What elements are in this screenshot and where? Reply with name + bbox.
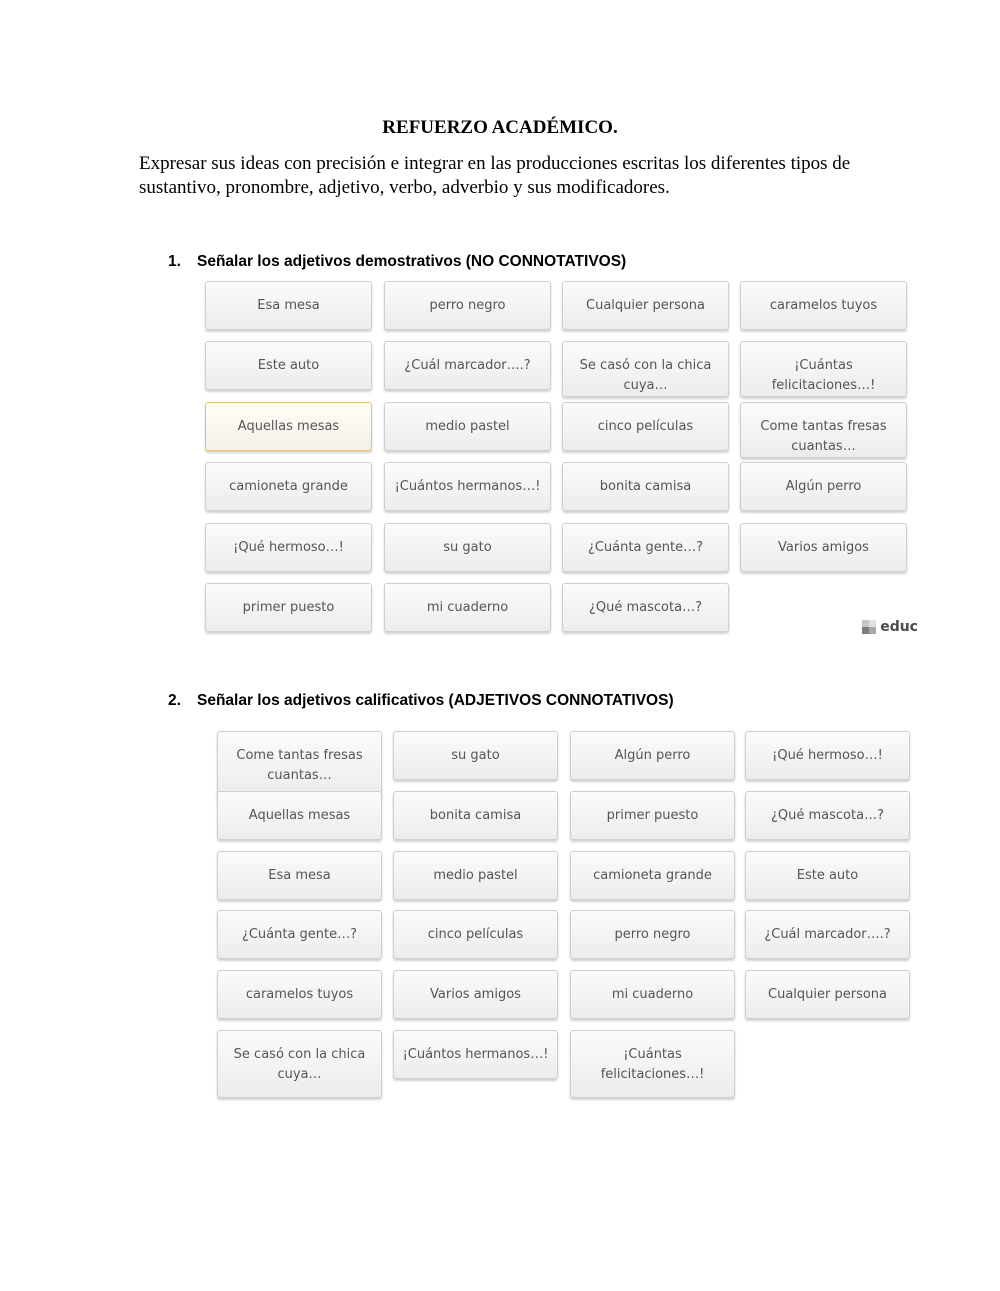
answer-tile[interactable]: Varios amigos [393, 970, 558, 1019]
answer-tile[interactable]: ¿Cuánta gente…? [562, 523, 729, 572]
answer-tile[interactable]: mi cuaderno [384, 583, 551, 632]
question-2-text: Señalar los adjetivos calificativos (ADJETIVOS CONNOTATIVOS) [197, 692, 674, 709]
answer-tile[interactable]: camioneta grande [570, 851, 735, 900]
answer-tile[interactable]: ¡Cuántos hermanos…! [384, 462, 551, 511]
answer-tile[interactable]: Este auto [745, 851, 910, 900]
question-2-number: 2. [168, 692, 181, 709]
answer-tile[interactable]: primer puesto [205, 583, 372, 632]
answer-tile[interactable]: Cualquier persona [745, 970, 910, 1019]
answer-tile[interactable]: Este auto [205, 341, 372, 390]
answer-tile[interactable]: camioneta grande [205, 462, 372, 511]
answer-tile[interactable]: Cualquier persona [562, 281, 729, 330]
answer-tile[interactable]: Esa mesa [205, 281, 372, 330]
answer-tile[interactable]: Se casó con la chica cuya… [217, 1030, 382, 1098]
answer-tile[interactable]: su gato [393, 731, 558, 780]
answer-tile[interactable]: medio pastel [384, 402, 551, 451]
answer-tile[interactable]: ¿Qué mascota…? [745, 791, 910, 840]
answer-tile[interactable]: caramelos tuyos [740, 281, 907, 330]
brand-name: educ [880, 619, 918, 635]
brand-watermark [862, 615, 918, 639]
answer-tile[interactable]: cinco películas [562, 402, 729, 451]
question-1-heading [168, 253, 626, 271]
document-intro: Expresar sus ideas con precisión e integrar en las producciones escritas los diferentes tipos de sustantivo, pronombre, adjetivo, verbo, adverbio y sus modificadores. [139, 153, 851, 198]
answer-tile[interactable]: ¿Cuánta gente…? [217, 910, 382, 959]
answer-tile[interactable]: Come tantas fresas cuantas… [217, 731, 382, 799]
answer-tile[interactable]: ¿Qué mascota…? [562, 583, 729, 632]
answer-tile[interactable]: caramelos tuyos [217, 970, 382, 1019]
question-1-text: Señalar los adjetivos demostrativos (NO CONNOTATIVOS) [197, 253, 627, 270]
answer-tile[interactable]: Esa mesa [217, 851, 382, 900]
question-2-heading [168, 692, 674, 710]
answer-tile[interactable]: Se casó con la chica cuya… [562, 341, 729, 397]
answer-tile[interactable]: ¿Cuál marcador….? [384, 341, 551, 390]
brand-logo-icon [862, 620, 875, 634]
answer-tile[interactable]: Algún perro [570, 731, 735, 780]
question-1-number: 1. [168, 253, 181, 270]
answer-tile[interactable]: Algún perro [740, 462, 907, 511]
answer-tile[interactable]: cinco películas [393, 910, 558, 959]
answer-tile[interactable]: perro negro [570, 910, 735, 959]
answer-tile[interactable]: bonita camisa [562, 462, 729, 511]
answer-tile[interactable]: ¡Cuántos hermanos…! [393, 1030, 558, 1079]
answer-tile[interactable]: Aquellas mesas [205, 402, 372, 451]
answer-tile[interactable]: Varios amigos [740, 523, 907, 572]
answer-tile[interactable]: perro negro [384, 281, 551, 330]
answer-tile[interactable]: Come tantas fresas cuantas… [740, 402, 907, 458]
answer-tile[interactable]: medio pastel [393, 851, 558, 900]
answer-tile[interactable]: primer puesto [570, 791, 735, 840]
answer-tile[interactable]: ¡Cuántas felicitaciones…! [740, 341, 907, 397]
answer-tile[interactable]: ¿Cuál marcador….? [745, 910, 910, 959]
answer-tile[interactable]: Aquellas mesas [217, 791, 382, 840]
answer-tile[interactable]: mi cuaderno [570, 970, 735, 1019]
answer-tile[interactable]: ¡Qué hermoso…! [205, 523, 372, 572]
document-title: REFUERZO ACADÉMICO. [382, 117, 618, 138]
answer-tile[interactable]: bonita camisa [393, 791, 558, 840]
answer-tile[interactable]: ¡Cuántas felicitaciones…! [570, 1030, 735, 1098]
answer-tile[interactable]: su gato [384, 523, 551, 572]
answer-tile[interactable]: ¡Qué hermoso…! [745, 731, 910, 780]
